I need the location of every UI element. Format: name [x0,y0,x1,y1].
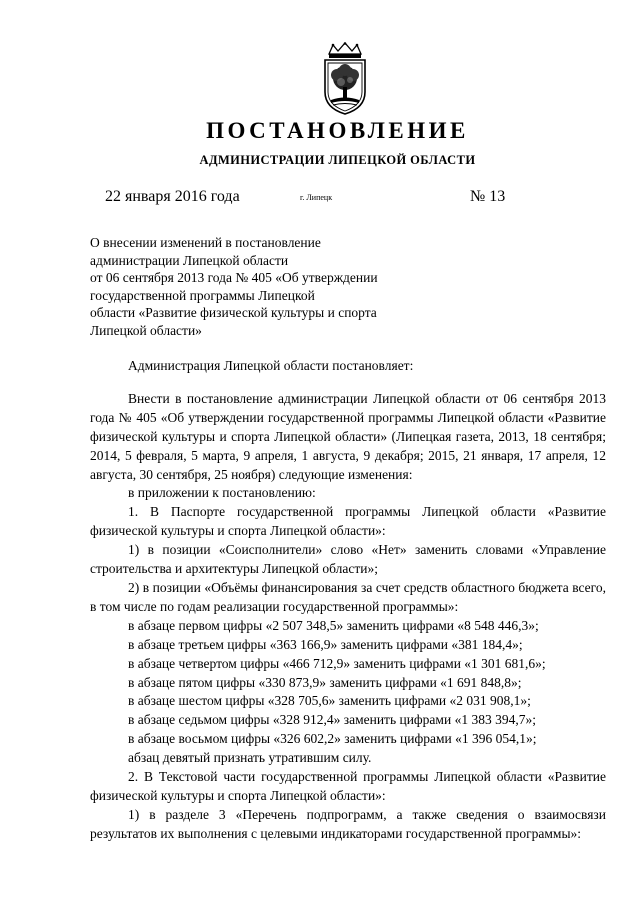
subject-line: государственной программы Липецкой [90,287,315,303]
document-body [90,357,606,844]
body-paragraph: в абзаце пятом цифры «330 873,9» заменить цифрами «1 691 848,8»; [128,674,522,690]
body-paragraph: 2) в позиции «Объёмы финансирования за счет средств областного бюджета всего, в том числе по годам реализации государственной программы»: [90,579,606,614]
body-paragraph: 1) в разделе 3 «Перечень подпрограмм, а также сведения о взаимосвязи результатов их выполнения с целевыми индикаторами государственной программы»: [90,806,606,841]
body-paragraph: 1) в позиции «Соисполнители» слово «Нет» заменить словами «Управление строительства и архитектуры Липецкой области»; [90,542,606,577]
body-paragraph: 1. В Паспорте государственной программы Липецкой области «Развитие физической культуры и спорта Липецкой области»: [90,504,606,539]
document-date: 22 января 2016 года [105,188,240,205]
body-paragraph: в абзаце четвертом цифры «466 712,9» заменить цифрами «1 301 681,6»; [128,655,546,671]
body-paragraph: абзац девятый признать утратившим силу. [128,750,372,766]
coat-of-arms-icon [313,42,377,116]
subject-line: области «Развитие физической культуры и спорта [90,305,377,321]
body-paragraph: 2. В Текстовой части государственной программы Липецкой области «Развитие физической культуры и спорта Липецкой области»: [90,769,606,803]
body-paragraph: в приложении к постановлению: [128,485,316,501]
document-subject [90,234,450,340]
body-paragraph: в абзаце первом цифры «2 507 348,5» заменить цифрами «8 548 446,3»; [128,617,539,633]
subject-line: администрации Липецкой области [90,252,289,268]
document-number: № 13 [470,188,506,205]
document-city: г. Липецк [300,193,333,202]
body-paragraph: в абзаце седьмом цифры «328 912,4» заменить цифрами «1 383 394,7»; [128,712,536,728]
subject-line: Липецкой области» [90,322,202,338]
body-paragraph: в абзаце шестом цифры «328 705,6» заменить цифрами «2 031 908,1»; [128,693,531,709]
subject-line: О внесении изменений в постановление [90,235,321,250]
decree-line: Администрация Липецкой области постановляет: [128,358,414,373]
document-title: ПОСТАНОВЛЕНИЕ [206,118,469,143]
body-paragraph: в абзаце третьем цифры «363 166,9» заменить цифрами «381 184,4»; [128,636,523,652]
subject-line: от 06 сентября 2013 года № 405 «Об утверждении [90,270,378,286]
body-paragraph: Внести в постановление администрации Липецкой области от 06 сентября 2013 года № 405 «Об утверждении государственной программы Липецкой области «Развитие физической культуры и спорта Липецкой области» (Липецкая газета, 2013, 18 сентября; 2014, 5 февраля, 5 марта, 9 апреля, 1 августа, 9 декабря; 2015, 21 января, 17 апреля, 12 августа, 30 сентября, 25 ноября) следующие изменения: [90,390,606,482]
body-paragraph: в абзаце восьмом цифры «326 602,2» заменить цифрами «1 396 054,1»; [128,731,537,747]
document-subtitle: АДМИНИСТРАЦИИ ЛИПЕЦКОЙ ОБЛАСТИ [199,153,476,167]
